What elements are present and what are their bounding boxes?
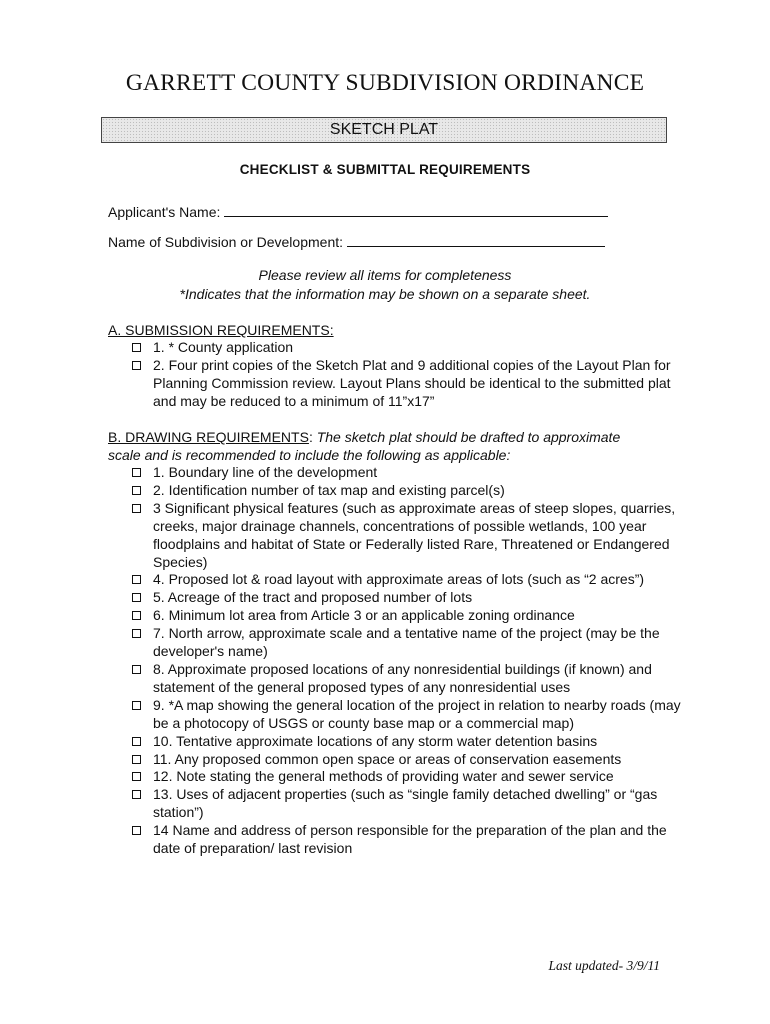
checklist-item-text: 10. Tentative approximate locations of any storm water detention basins [153, 732, 598, 749]
last-updated-footer: Last updated- 3/9/11 [548, 958, 660, 973]
applicant-name-field[interactable] [224, 202, 608, 217]
review-note: Please review all items for completeness [258, 267, 512, 283]
checkbox[interactable] [132, 701, 141, 710]
checklist-item-text: 14 Name and address of person responsible for the preparation of the plan and the date of preparation/ last revision [153, 822, 667, 857]
checklist-item-text: 9. *A map showing the general location of the project in relation to nearby roads (may be a photocopy of USGS or county base map or a commercial map) [153, 696, 681, 731]
checkbox[interactable] [132, 504, 141, 513]
document-title: GARRETT COUNTY SUBDIVISION ORDINANCE [125, 70, 645, 96]
sketch-plat-banner: SKETCH PLAT [101, 117, 667, 143]
checklist-item [130, 751, 690, 769]
checklist-item [130, 339, 690, 357]
section-b-title: B. DRAWING REQUIREMENTS [108, 429, 309, 445]
checklist-item [130, 786, 690, 822]
checkbox[interactable] [132, 790, 141, 799]
checklist-item-text: 6. Minimum lot area from Article 3 or an applicable zoning ordinance [153, 607, 575, 624]
checklist-item-text: 4. Proposed lot & road layout with approximate areas of lots (such as “2 acres”) [153, 571, 645, 588]
checklist-item-text: 1. Boundary line of the development [153, 464, 378, 480]
checkbox[interactable] [132, 611, 141, 620]
checkbox[interactable] [132, 486, 141, 495]
section-a-title: A. SUBMISSION REQUIREMENTS: [108, 322, 334, 338]
checklist-item [130, 464, 690, 482]
checkbox[interactable] [132, 665, 141, 674]
subdivision-name-field[interactable] [347, 232, 605, 247]
checklist-item [130, 571, 690, 589]
checklist-item [130, 697, 690, 733]
checkbox[interactable] [132, 361, 141, 370]
checklist-item-text: 11. Any proposed common open space or areas of conservation easements [153, 750, 622, 767]
checklist-item-text: 8. Approximate proposed locations of any nonresidential buildings (if known) and statement of the general proposed types of any nonresidential uses [153, 660, 652, 695]
checklist-item [130, 482, 690, 500]
review-notes [0, 266, 770, 304]
section-b-colon: : [308, 429, 317, 445]
checkbox[interactable] [132, 575, 141, 584]
checklist-item [130, 589, 690, 607]
checklist-item [130, 733, 690, 751]
checklist-item-text: 3 Significant physical features (such as approximate areas of steep slopes, quarries, creeks, major drainage channels, concentrations of possible wetlands, 100 year floodplains and habitat of State or Federally listed Rare, Threatened or Endangered Species) [153, 499, 676, 570]
checklist-item-text: 2. Identification number of tax map and existing parcel(s) [153, 481, 505, 498]
section-a-list [130, 339, 690, 411]
checkbox[interactable] [132, 343, 141, 352]
checkbox[interactable] [132, 737, 141, 746]
applicant-name-label: Applicant's Name: [108, 204, 221, 220]
checkbox[interactable] [132, 826, 141, 835]
checkbox[interactable] [132, 468, 141, 477]
section-b-heading [108, 428, 648, 464]
checkbox[interactable] [132, 629, 141, 638]
applicant-name-row [108, 202, 608, 220]
checklist-item-text: 12. Note stating the general methods of providing water and sewer service [153, 768, 614, 785]
section-b-description: The sketch plat should be drafted to approximate scale and is recommended to include the following as applicable: [108, 429, 621, 463]
checklist-item [130, 500, 690, 572]
checklist-subtitle: CHECKLIST & SUBMITTAL REQUIREMENTS [239, 162, 531, 177]
checkbox[interactable] [132, 772, 141, 781]
checklist-item-text: 1. * County application [153, 339, 294, 355]
subdivision-name-row [108, 232, 605, 250]
subdivision-name-label: Name of Subdivision or Development: [108, 234, 344, 250]
checklist-item [130, 357, 690, 411]
checklist-item [130, 822, 690, 858]
checkbox[interactable] [132, 593, 141, 602]
section-b-list [130, 464, 690, 858]
checklist-item [130, 625, 690, 661]
checklist-item-text: 2. Four print copies of the Sketch Plat and 9 additional copies of the Layout Plan for Planning Commission review. Layout Plans should be identical to the submitted plat and may be reduced to a minimum of 11”x17” [153, 356, 671, 409]
checklist-item [130, 768, 690, 786]
checklist-item [130, 661, 690, 697]
checklist-item [130, 607, 690, 625]
separate-sheet-note: *Indicates that the information may be shown on a separate sheet. [179, 286, 591, 302]
checkbox[interactable] [132, 755, 141, 764]
section-a-heading [108, 321, 334, 339]
checklist-item-text: 13. Uses of adjacent properties (such as “single family detached dwelling” or “gas station”) [153, 786, 658, 821]
checklist-item-text: 7. North arrow, approximate scale and a tentative name of the project (may be the developer's name) [153, 625, 660, 660]
checklist-item-text: 5. Acreage of the tract and proposed number of lots [153, 589, 473, 606]
